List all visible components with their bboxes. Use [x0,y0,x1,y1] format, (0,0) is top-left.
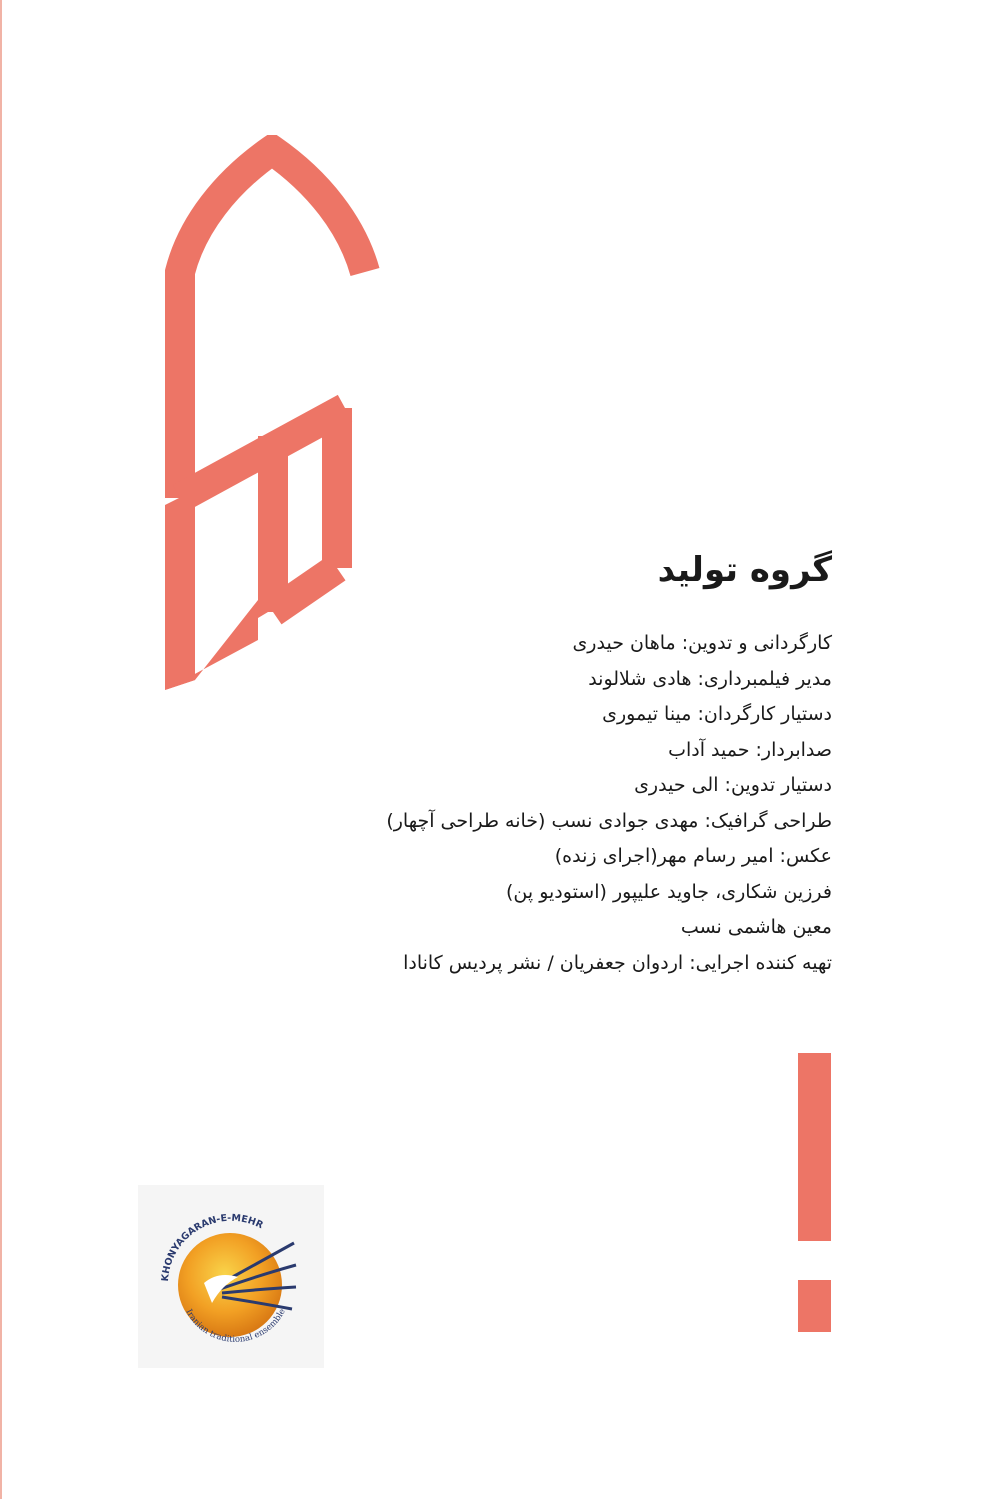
credit-line-sound-recordist: صدابردار: حمید آداب [668,738,832,761]
credit-line-photography: عکس: امیر رسام مهر(اجرای زنده) [554,845,832,867]
page-edge-line [0,0,2,1499]
credit-line-studio: فرزین شکاری، جاوید علیپور (استودیو پن) [505,880,832,903]
credit-line-director: کارگردانی و تدوین: ماهان حیدری [572,632,832,654]
credit-line-cinematographer: مدیر فیلمبرداری: هادی شلالوند [588,667,832,690]
ensemble-logo [138,1185,324,1368]
credit-line-assistant-director: دستیار کارگردان: مینا تیموری [602,703,832,725]
exclamation-dot [798,1280,831,1332]
credit-line-executive-producer: تهیه کننده اجرایی: اردوان جعفریان / نشر پردیس کانادا [403,951,832,974]
credit-line-name: معین هاشمی نسب [680,916,832,938]
credits-title: گروه تولید [657,550,832,590]
credit-line-assistant-editor: دستیار تدوین: الی حیدری [634,774,832,796]
ensemble-logo-top-text: KHONYAGARAN-E-MEHR [159,1212,265,1282]
ensemble-logo-icon [138,1185,324,1368]
credit-line-graphic-design: طراحی گرافیک: مهدی جوادی نسب (خانه طراحی آچهار) [386,809,832,832]
exclamation-bar [798,1053,831,1241]
production-credits [272,540,832,981]
ensemble-logo-bottom-text: Iranian traditional ensemble [183,1307,288,1345]
